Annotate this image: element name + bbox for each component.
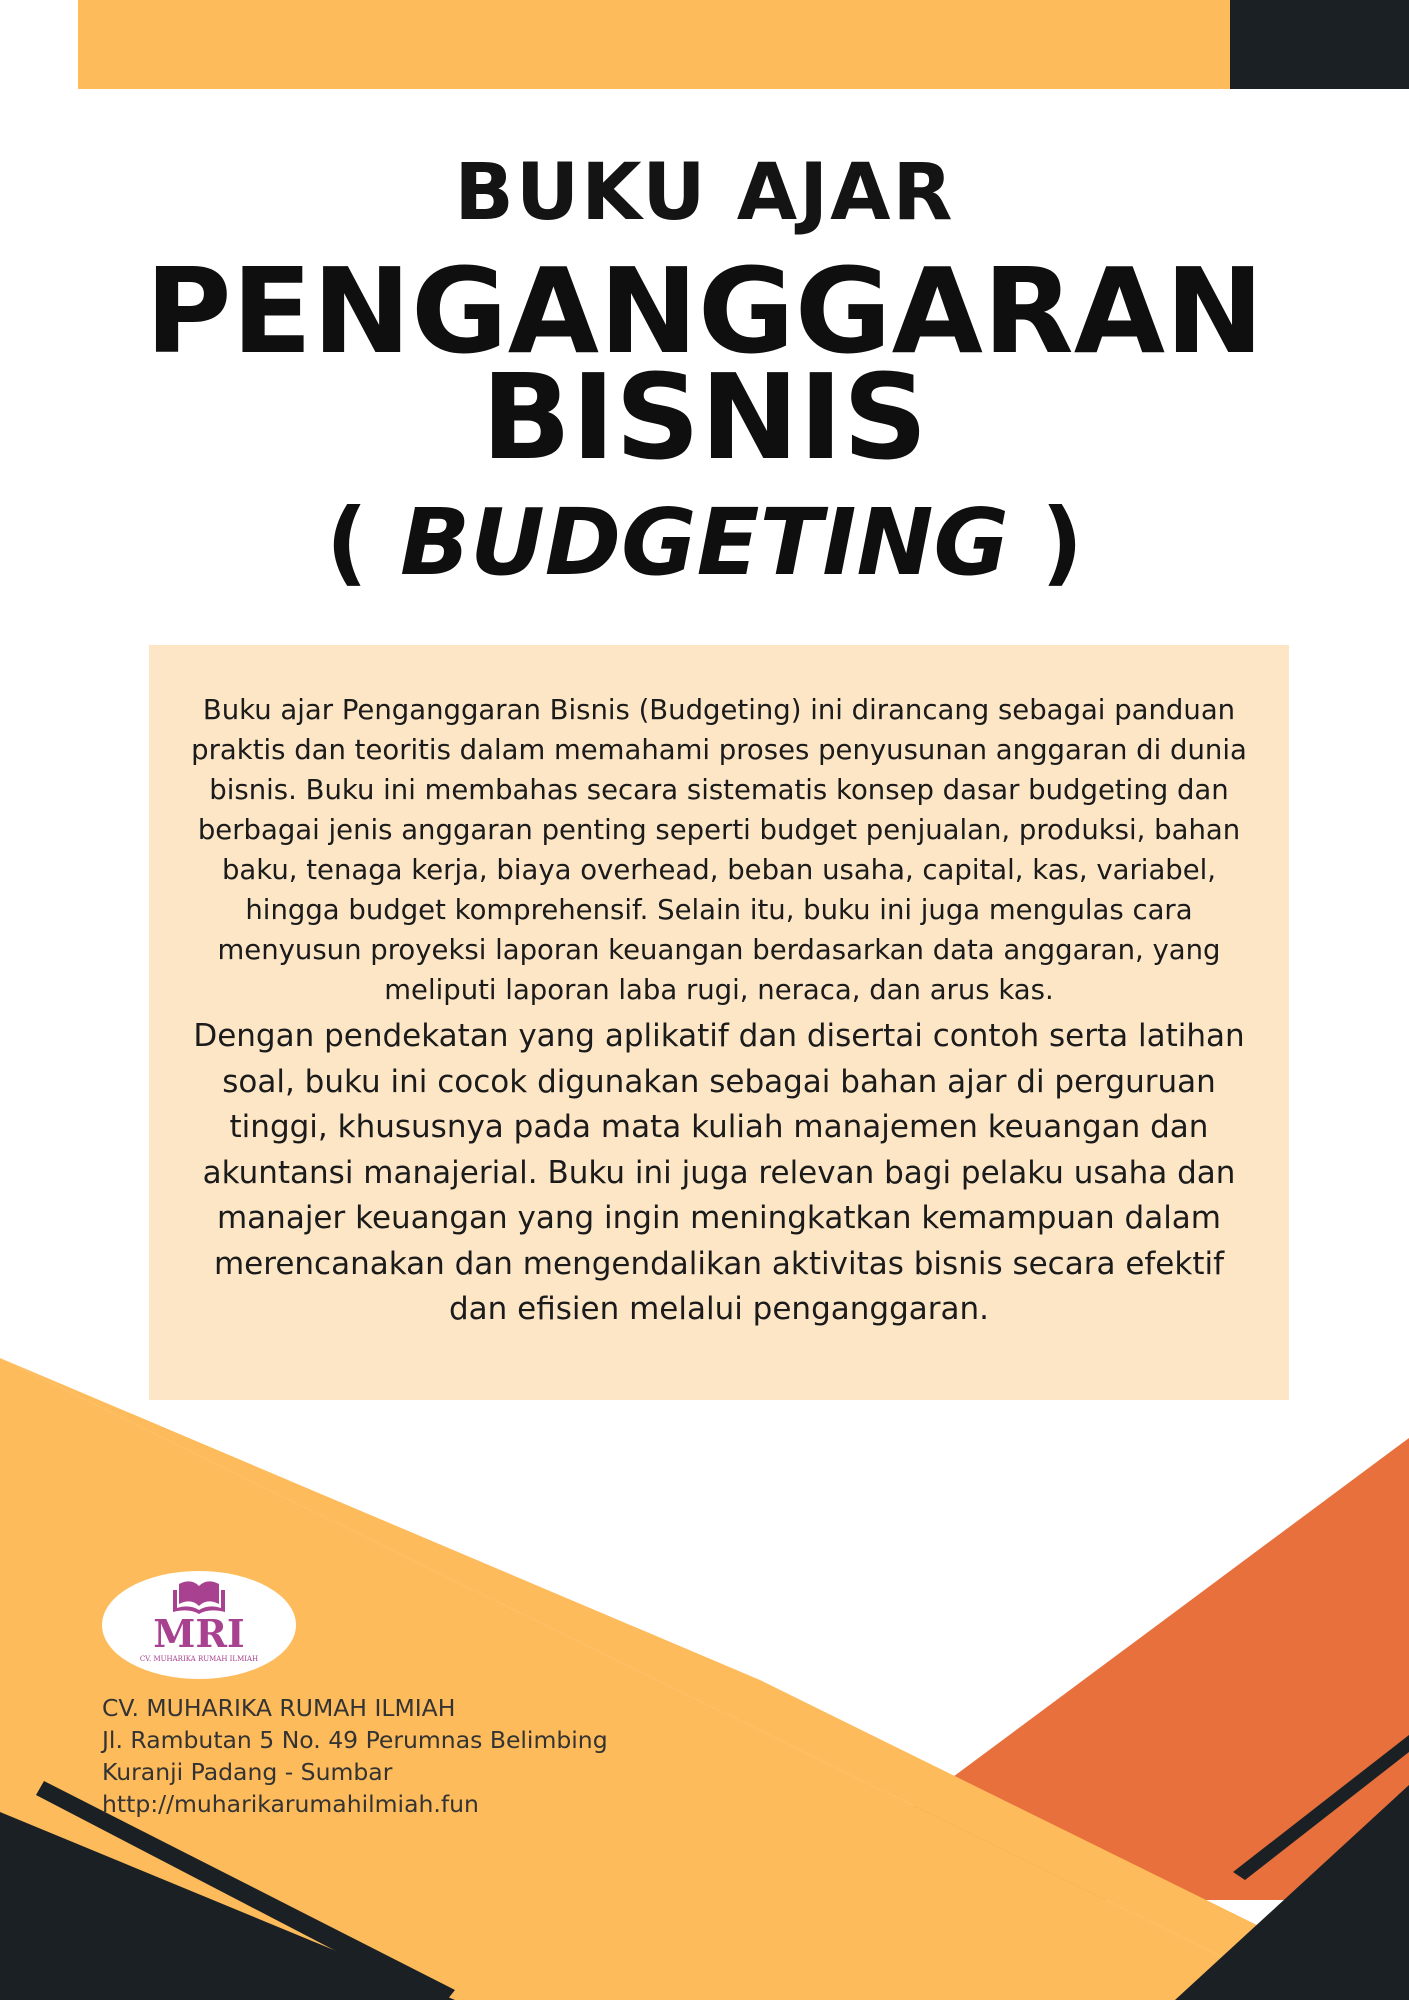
subtitle-close-paren: ) <box>1009 489 1084 596</box>
publisher-website[interactable]: http://muharikarumahilmiah.fun <box>102 1790 479 1818</box>
logo-caption-text: CV. MUHARIKA RUMAH ILMIAH <box>139 1655 259 1663</box>
description-paragraph-2: Dengan pendekatan yang aplikatif dan disertai contoh serta latihan soal, buku ini cocok digunakan sebagai bahan ajar di perguruan tinggi, khususnya pada mata kuliah manajemen keuangan dan akuntansi manajerial. Buku ini juga relevan bagi pelaku usaha dan manajer keuangan yang ingin meningkatkan kemampuan dalam merencanakan dan mengendalikan aktivitas bisnis secara efektif dan efisien melalui penganggaran. <box>193 1018 1245 1327</box>
publisher-info <box>102 1692 608 1820</box>
description-paragraph-1: Buku ajar Penganggaran Bisnis (Budgeting) ini dirancang sebagai panduan praktis dan teoritis dalam memahami proses penyusunan anggaran di dunia bisnis. Buku ini membahas secara sistematis konsep dasar budgeting dan berbagai jenis anggaran penting seperti budget penjualan, produksi, bahan baku, tenaga kerja, biaya overhead, beban usaha, capital, kas, variabel, hingga budget komprehensif. Selain itu, buku ini juga mengulas cara menyusun proyeksi laporan keuangan berdasarkan data anggaran, yang meliputi laporan laba rugi, neraca, dan arus kas. <box>191 694 1247 1006</box>
title-line-1: PENGANGGARAN <box>145 242 1264 380</box>
publisher-logo <box>101 1570 297 1680</box>
subtitle-open-paren: ( <box>325 489 400 596</box>
logo-mark-text: MRI <box>153 1611 245 1656</box>
title-line-2: BISNIS <box>481 348 928 486</box>
cover-subtitle <box>0 488 1409 598</box>
subtitle-word: BUDGETING <box>399 489 1010 596</box>
top-accent-bar <box>78 0 1230 89</box>
publisher-name: CV. MUHARIKA RUMAH ILMIAH <box>102 1694 456 1722</box>
description-box <box>149 645 1289 1400</box>
top-dark-bar <box>1230 0 1409 89</box>
cover-kicker: BUKU AJAR <box>454 148 955 238</box>
publisher-address-line-1: Jl. Rambutan 5 No. 49 Perumnas Belimbing <box>102 1726 608 1754</box>
publisher-address-line-2: Kuranji Padang - Sumbar <box>102 1758 393 1786</box>
cover-title <box>0 242 1409 486</box>
